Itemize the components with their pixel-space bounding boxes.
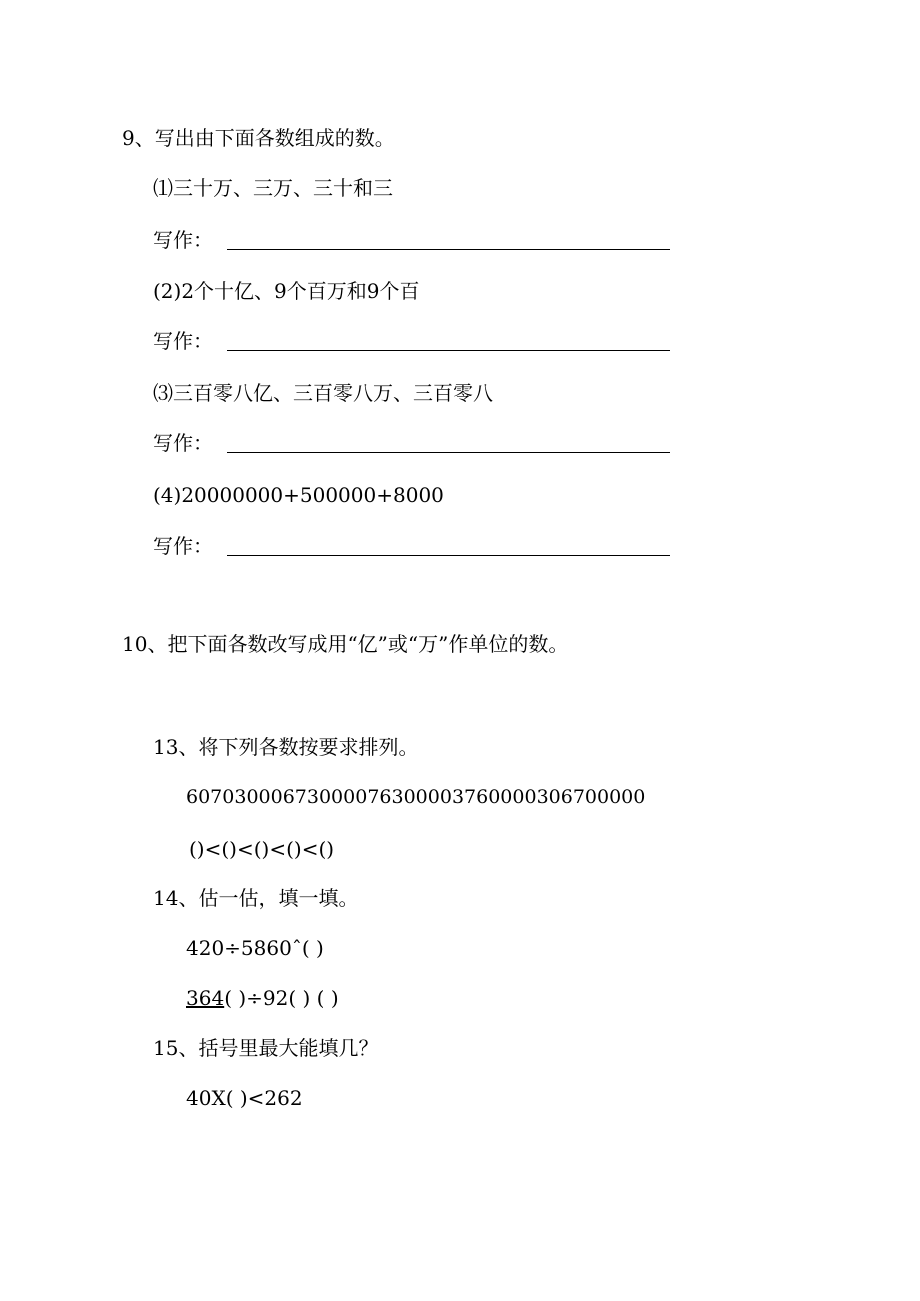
q9-item-4-prompt: (4)20000000+500000+8000 (153, 483, 444, 507)
q14-line-2-rest: ( )÷92( ) ( ) (224, 986, 339, 1010)
q14-underlined-number: 364 (186, 986, 225, 1010)
q15-title: 15、括号里最大能填几？ (153, 1036, 379, 1060)
q9-item-1-answer (153, 228, 673, 254)
q9-item-1-prompt: ⑴三十万、三万、三十和三 (153, 176, 393, 200)
q14-line-1: 420÷5860ˆ( ) (186, 936, 324, 960)
q9-item-3-answer (153, 431, 673, 457)
answer-label: 写作： (153, 228, 213, 252)
answer-label: 写作： (153, 329, 213, 353)
q9-item-4-answer (153, 534, 673, 560)
answer-label: 写作： (153, 534, 213, 558)
answer-blank[interactable] (227, 350, 670, 351)
q9-item-2-prompt: (2)2个十亿、9个百万和9个百 (153, 279, 420, 303)
q9-item-2-answer (153, 329, 673, 355)
q13-numbers: 60703000673000076300003760000306700000 (186, 786, 646, 808)
q10-title: 10、把下面各数改写成用“亿”或“万”作单位的数。 (122, 632, 569, 656)
q14-title: 14、估一估，填一填。 (153, 886, 359, 910)
q9-title: 9、写出由下面各数组成的数。 (122, 126, 395, 150)
q13-order-blanks: ()<()<()<()<() (189, 837, 335, 861)
q14-line-2 (186, 986, 339, 1010)
q15-line-1: 40X( )<262 (186, 1086, 303, 1110)
q9-item-3-prompt: ⑶三百零八亿、三百零八万、三百零八 (153, 381, 493, 405)
answer-blank[interactable] (227, 555, 670, 556)
q13-title: 13、将下列各数按要求排列。 (153, 735, 419, 759)
answer-label: 写作： (153, 431, 213, 455)
answer-blank[interactable] (227, 452, 670, 453)
answer-blank[interactable] (227, 249, 670, 250)
